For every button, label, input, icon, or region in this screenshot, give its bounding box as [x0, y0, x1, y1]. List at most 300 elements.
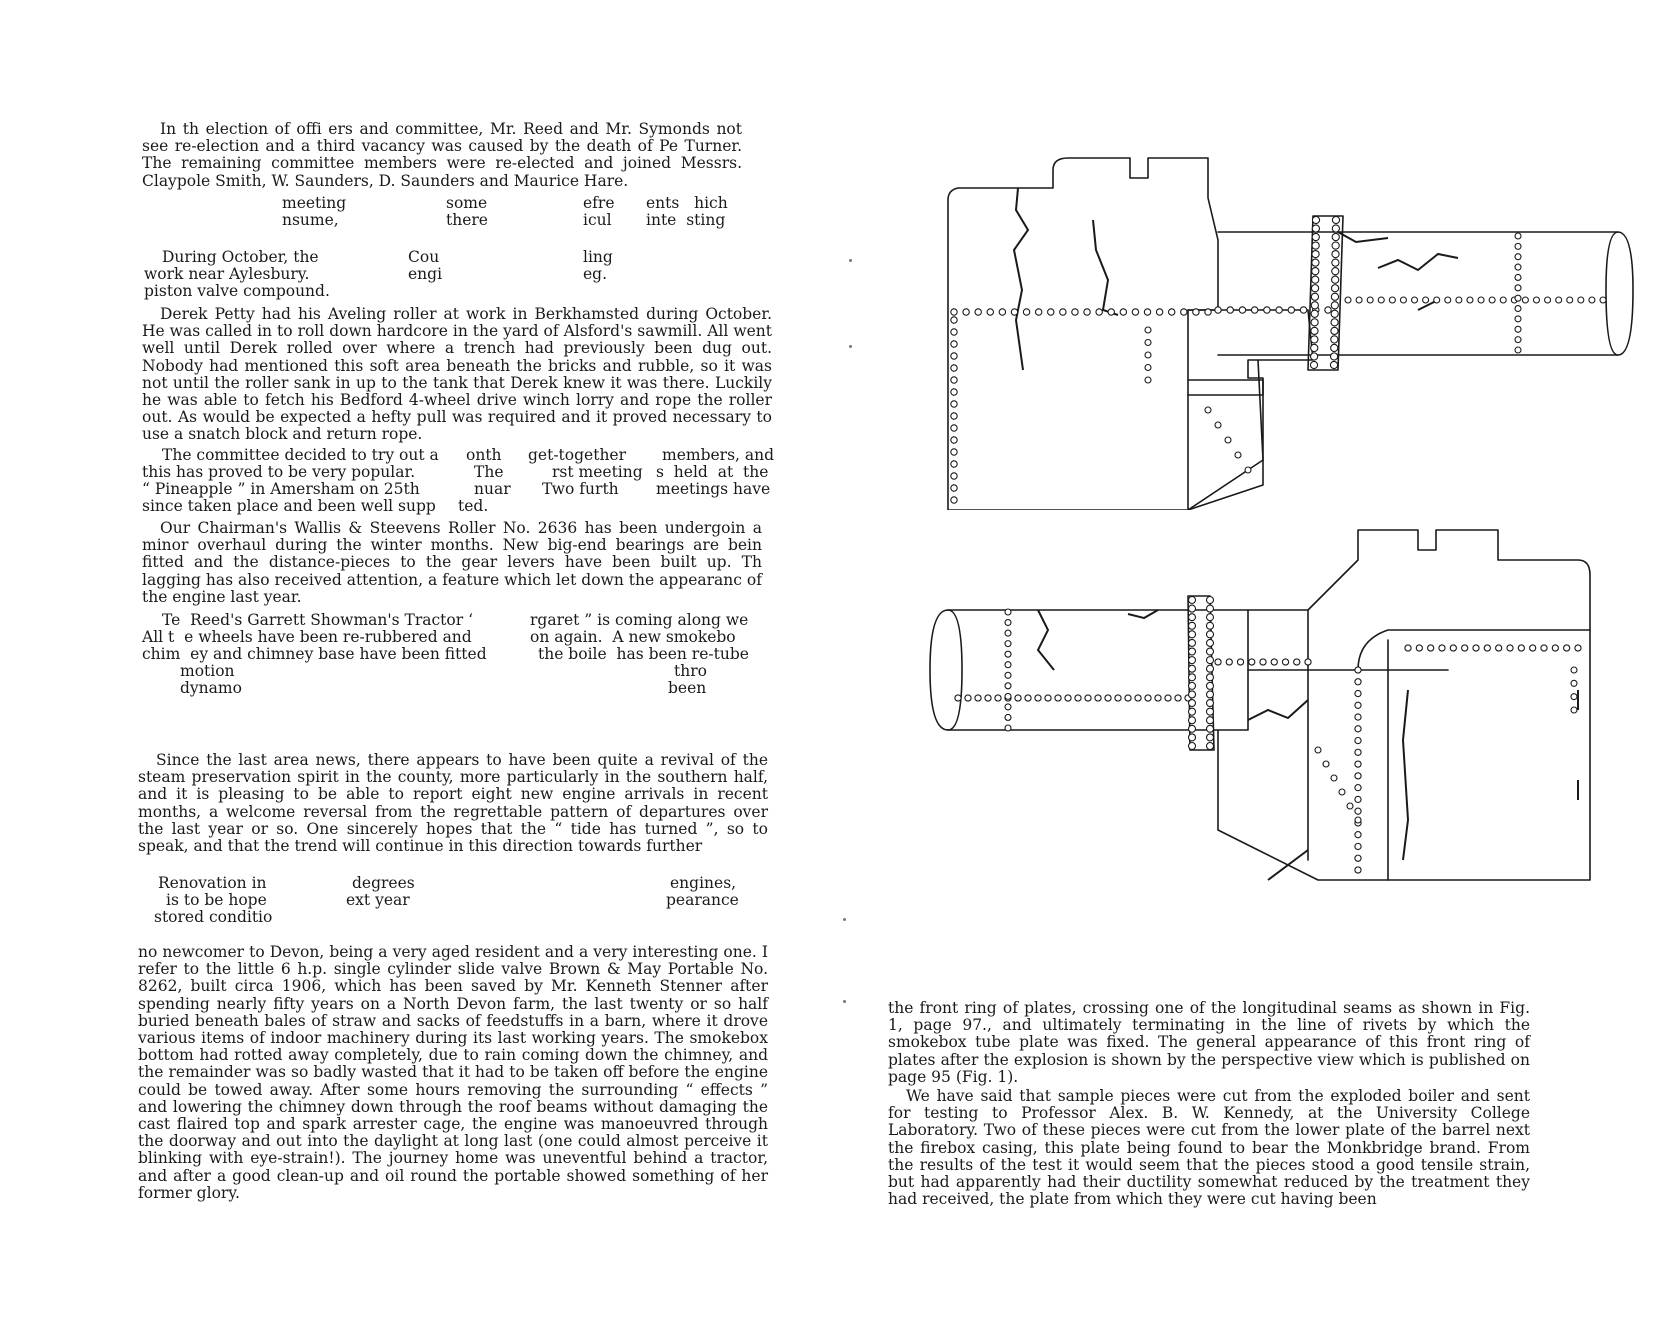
rivet: [1311, 310, 1318, 317]
rivet: [1189, 700, 1196, 707]
rivet: [951, 317, 957, 323]
rivet: [1235, 452, 1241, 458]
frag-line: Two furth: [542, 480, 619, 498]
rivet: [1541, 645, 1547, 651]
rivet: [951, 401, 957, 407]
frag-line: During October, the: [162, 248, 319, 266]
rivet: [1478, 297, 1484, 303]
rivet: [1189, 597, 1196, 604]
rivet: [1515, 306, 1521, 312]
rivet: [1575, 645, 1581, 651]
rivet: [1145, 352, 1151, 358]
rivet: [1311, 293, 1318, 300]
rivet: [951, 329, 957, 335]
rivet: [1005, 672, 1011, 678]
rivet: [1332, 276, 1339, 283]
frag-line: on again. A new smokebo: [530, 628, 736, 646]
rivet: [1005, 630, 1011, 636]
paragraph-county-revival: Since the last area news, there appears to have been quite a revival of the steam preservation spirit in the county, more particularly in the southern half, and it is pleasing to be able to report eight new engine arrivals in recent months, a welcome reversal from the regrettable pattern of departures over the last year or so. One sincerely hopes that the “ tide has turned ”, so to speak, and that the trend will continue in this direction towards further: [138, 751, 768, 856]
rivet: [1205, 309, 1211, 315]
rivet: [1105, 695, 1111, 701]
rivet: [1207, 605, 1214, 612]
rivet: [1332, 242, 1339, 249]
rivet: [1467, 297, 1473, 303]
frag-line: motion: [180, 662, 235, 680]
rivet: [1175, 695, 1181, 701]
rivet: [1300, 307, 1306, 313]
rivet: [1311, 302, 1318, 309]
frag-line: Renovation in: [158, 874, 267, 892]
rivet: [1155, 695, 1161, 701]
rivet: [1145, 365, 1151, 371]
rivet: [1207, 674, 1214, 681]
rivet: [1484, 645, 1490, 651]
rivet: [999, 309, 1005, 315]
frag-line: ted.: [458, 497, 489, 515]
rivet: [1237, 659, 1243, 665]
frag-line: stored conditio: [154, 908, 273, 926]
rivet: [1305, 659, 1311, 665]
rivet: [1189, 682, 1196, 689]
frag-line: “ Pineapple ” in Amersham on 25th: [142, 480, 420, 498]
rivet: [951, 413, 957, 419]
rivet: [1416, 645, 1422, 651]
frag-line: meeting: [282, 194, 347, 212]
rivet: [987, 309, 993, 315]
rivet: [1355, 702, 1361, 708]
frag-line: dynamo: [180, 679, 242, 697]
rivet: [1332, 225, 1339, 232]
rivet: [951, 425, 957, 431]
rivet: [1312, 225, 1319, 232]
rivet: [1125, 695, 1131, 701]
frag-line: is to be hope: [166, 891, 267, 909]
rivet: [1207, 639, 1214, 646]
frag-line: ext year: [346, 891, 410, 909]
rivet: [1145, 327, 1151, 333]
rivet: [1515, 295, 1521, 301]
rivet: [1355, 690, 1361, 696]
frag-line: degrees: [352, 874, 415, 892]
rivet: [1518, 645, 1524, 651]
frag-line: ents hich: [646, 194, 728, 212]
rivet: [1355, 761, 1361, 767]
rivet: [1355, 796, 1361, 802]
rivet: [1496, 645, 1502, 651]
frag-line: Te Reed's Garrett Showman's Tractor ‘: [162, 611, 473, 629]
rivet: [1331, 327, 1338, 334]
rivet: [1065, 695, 1071, 701]
rivet: [1282, 659, 1288, 665]
frag-line: piston valve compound.: [144, 282, 330, 300]
rivet: [1189, 631, 1196, 638]
rivet: [951, 473, 957, 479]
rivet: [951, 365, 957, 371]
rivet: [1356, 297, 1362, 303]
rivet: [1005, 641, 1011, 647]
rivet: [1294, 659, 1300, 665]
frag-line: pearance: [666, 891, 739, 909]
frag-line: rgaret ” is coming along we: [530, 611, 749, 629]
rivet: [1600, 297, 1606, 303]
boiler-drawing-lower: [888, 520, 1648, 900]
frag-line: nuar: [474, 480, 511, 498]
rivet: [1085, 695, 1091, 701]
rivet: [1072, 309, 1078, 315]
frag-line: All t e wheels have been re-rubbered and: [142, 628, 472, 646]
rivet: [1226, 659, 1232, 665]
paragraph-election: In th election of offi ers and committee, Mr. Reed and Mr. Symonds not see re-election and a third vacancy was caused by the death of Pe Turner. The remaining committee members were re-elected and joined Messrs. Claypole Smith, W. Saunders, D. Saunders and Maurice Hare.: [142, 120, 742, 190]
rivet: [1189, 708, 1196, 715]
rivet: [1355, 867, 1361, 873]
rivet: [951, 389, 957, 395]
frag-line: engi: [408, 265, 443, 283]
rivet: [1055, 695, 1061, 701]
rivet: [1145, 340, 1151, 346]
rivet: [1400, 297, 1406, 303]
frag-line: since taken place and been well supp: [142, 497, 436, 515]
frag-line: engines,: [670, 874, 737, 892]
rivet: [1500, 297, 1506, 303]
rivet: [1120, 309, 1126, 315]
rivet: [1345, 297, 1351, 303]
rivet: [1207, 665, 1214, 672]
rivet: [1005, 662, 1011, 668]
rivet: [951, 449, 957, 455]
frag-line: get-together: [528, 446, 627, 464]
frag-line: work near Aylesbury.: [144, 265, 310, 283]
rivet: [1355, 667, 1361, 673]
rivet: [1276, 307, 1282, 313]
rivet: [1005, 620, 1011, 626]
rivet: [1189, 725, 1196, 732]
rivet: [1332, 216, 1339, 223]
paragraph-front-ring: the front ring of plates, crossing one of the longitudinal seams as shown in Fig. 1, page 97., and ultimately terminating in the line of rivets by which the smokebox tube plate was fixed. The general appearance of this front ring of plates after the explosion is shown by the perspective view which is published on page 95 (Fig. 1).: [888, 999, 1530, 1086]
rivet: [1189, 614, 1196, 621]
rivet: [1193, 309, 1199, 315]
rivet: [1189, 743, 1196, 750]
frag-line: The committee decided to try out a: [162, 446, 439, 464]
rivet: [1207, 700, 1214, 707]
frag-line: onth: [466, 446, 502, 464]
rivet: [1005, 609, 1011, 615]
rivet: [1533, 297, 1539, 303]
rivet: [1489, 297, 1495, 303]
rivet: [951, 341, 957, 347]
frag-line: meetings have: [656, 480, 771, 498]
rivet: [1005, 693, 1011, 699]
rivet: [1515, 233, 1521, 239]
frag-line: some: [446, 194, 488, 212]
rivet: [1096, 309, 1102, 315]
rivet: [1515, 274, 1521, 280]
frag-line: s held at the: [656, 463, 769, 481]
rivet: [1207, 648, 1214, 655]
rivet: [1312, 233, 1319, 240]
rivet: [1462, 645, 1468, 651]
rivet: [1239, 307, 1245, 313]
rivet: [1330, 361, 1337, 368]
rivet: [1412, 297, 1418, 303]
rivet: [965, 695, 971, 701]
rivet: [1181, 309, 1187, 315]
rivet: [1331, 319, 1338, 326]
rivet: [1473, 645, 1479, 651]
paragraph-chairman-roller: Our Chairman's Wallis & Steevens Roller No. 2636 has been undergoin a minor overhaul during the winter months. New big-end bearings are bein fitted and the distance-pieces to the gear levers have been built up. Th lagging has also received attention, a feature which let down the appearanc of the engine last year.: [142, 519, 762, 606]
rivet: [1355, 785, 1361, 791]
rivet: [1355, 832, 1361, 838]
rivet: [1205, 407, 1211, 413]
rivet: [1207, 734, 1214, 741]
rivet: [1515, 326, 1521, 332]
rivet: [1215, 307, 1221, 313]
rivet: [1552, 645, 1558, 651]
rivet: [1515, 337, 1521, 343]
rivet: [1132, 309, 1138, 315]
rivet: [1507, 645, 1513, 651]
rivet: [1189, 605, 1196, 612]
rivet: [1515, 347, 1521, 353]
rivet: [1288, 307, 1294, 313]
rivet: [1355, 679, 1361, 685]
rivet: [1260, 659, 1266, 665]
rivet: [1312, 276, 1319, 283]
rivet: [1571, 667, 1577, 673]
rivet: [1332, 259, 1339, 266]
rivet: [951, 437, 957, 443]
rivet: [1571, 680, 1577, 686]
rivet: [1005, 704, 1011, 710]
rivet: [1215, 422, 1221, 428]
rivet: [1522, 297, 1528, 303]
rivet: [955, 695, 961, 701]
rivet: [1515, 264, 1521, 270]
rivet: [1311, 344, 1318, 351]
rivet: [1169, 309, 1175, 315]
rivet: [1450, 645, 1456, 651]
frag-line: nsume,: [282, 211, 339, 229]
rivet: [1215, 659, 1221, 665]
rivet: [1207, 614, 1214, 621]
rivet: [951, 353, 957, 359]
rivet: [1589, 297, 1595, 303]
rivet: [1189, 657, 1196, 664]
rivet: [1095, 695, 1101, 701]
rivet: [1355, 843, 1361, 849]
rivet: [1075, 695, 1081, 701]
rivet: [1311, 327, 1318, 334]
rivet: [1515, 316, 1521, 322]
rivet: [1331, 310, 1338, 317]
rivet: [1207, 622, 1214, 629]
rivet: [1355, 714, 1361, 720]
rivet: [1144, 309, 1150, 315]
rivet: [1434, 297, 1440, 303]
rivet: [1005, 683, 1011, 689]
rivet: [1189, 717, 1196, 724]
rivet: [1045, 695, 1051, 701]
rivet: [1189, 674, 1196, 681]
rivet: [1207, 691, 1214, 698]
rivet: [1189, 734, 1196, 741]
rivet: [1311, 336, 1318, 343]
rivet: [1189, 648, 1196, 655]
rivet: [1515, 285, 1521, 291]
rivet: [1084, 309, 1090, 315]
rivet: [1135, 695, 1141, 701]
rivet: [1571, 694, 1577, 700]
rivet: [1245, 467, 1251, 473]
rivet: [1545, 297, 1551, 303]
rivet: [1428, 645, 1434, 651]
rivet: [1108, 309, 1114, 315]
rivet: [1189, 622, 1196, 629]
rivet: [951, 485, 957, 491]
rivet: [1207, 743, 1214, 750]
paragraph-sample-pieces: We have said that sample pieces were cut from the exploded boiler and sent for testing to Professor Alex. B. W. Kennedy, at the University College Laboratory. Two of these pieces were cut from the lower plate of the barrel next the firebox casing, this plate being found to bear the Monkbridge brand. From the results of the test it would seem that the pieces stood a good tensile strain, but had apparently had their ductility somewhat reduced by the treatment they had received, the plate from which they were cut having been: [888, 1087, 1530, 1209]
rivet: [1312, 216, 1319, 223]
rivet: [1264, 307, 1270, 313]
rivet: [1355, 773, 1361, 779]
frag-line: chim ey and chimney base have been fitted: [142, 645, 487, 663]
rivet: [1015, 695, 1021, 701]
rivet: [1331, 336, 1338, 343]
rivet: [1456, 297, 1462, 303]
frag-line: The: [474, 463, 504, 481]
rivet: [1023, 309, 1029, 315]
rivet: [951, 461, 957, 467]
right-page: [828, 0, 1656, 1324]
frag-line: ling: [583, 248, 613, 266]
rivet: [975, 309, 981, 315]
rivet: [1564, 645, 1570, 651]
frag-line: this has proved to be very popular.: [142, 463, 416, 481]
rivet: [1011, 309, 1017, 315]
rivet: [1367, 297, 1373, 303]
rivet: [1060, 309, 1066, 315]
rivet: [1005, 651, 1011, 657]
frag-line: the boile has been re-tube: [538, 645, 749, 663]
rivet: [1325, 307, 1331, 313]
rivet: [1515, 243, 1521, 249]
rivet: [1311, 285, 1318, 292]
rivet: [1189, 665, 1196, 672]
rivet: [1207, 631, 1214, 638]
rivet: [1249, 659, 1255, 665]
rivet: [1207, 708, 1214, 715]
rivet: [1312, 268, 1319, 275]
rivet: [1355, 737, 1361, 743]
rivet: [1207, 717, 1214, 724]
rivet: [1048, 309, 1054, 315]
rivet: [1567, 297, 1573, 303]
rivet: [1355, 749, 1361, 755]
rivet: [951, 497, 957, 503]
rivet: [1312, 251, 1319, 258]
rivet: [1332, 251, 1339, 258]
rivet: [1331, 344, 1338, 351]
rivet: [1515, 254, 1521, 260]
rivet: [1312, 259, 1319, 266]
rivet: [1378, 297, 1384, 303]
rivet: [1115, 695, 1121, 701]
rivet: [1355, 726, 1361, 732]
rivet: [1530, 645, 1536, 651]
rivet: [1227, 307, 1233, 313]
rivet: [995, 695, 1001, 701]
rivet: [1145, 377, 1151, 383]
rivet: [1035, 695, 1041, 701]
rivet: [1035, 309, 1041, 315]
rivet: [1225, 437, 1231, 443]
frag-line: icul: [583, 211, 612, 229]
rivet: [1312, 242, 1319, 249]
rivet: [1005, 725, 1011, 731]
rivet: [963, 309, 969, 315]
rivet: [1311, 353, 1318, 360]
paragraph-devon-portable: no newcomer to Devon, being a very aged resident and a very interesting one. I refer to the little 6 h.p. single cylinder slide valve Brown & May Portable No. 8262, built circa 1906, which has been saved by Mr. Kenneth Stenner after spending nearly fifty years on a North Devon farm, the last twenty or so half buried beneath bales of straw and sacks of feedstuffs in a barn, where it drove various items of indoor machinery during its last working years. The smokebox bottom had rotted away completely, due to rain coming down the chimney, and the remainder was so badly wasted that it had to be taken off before the engine could be towed away. After some hours removing the surrounding “ effects ” and lowering the chimney down through the roof beams without damaging the cast flaired top and spark arrester cage, the engine was manoeuvred through the doorway and out into the daylight at long last (one could almost perceive it blinking with eye-strain!). The journey home was uneventful behind a tractor, and after a good clean-up and oil round the portable showed something of her former glory.: [138, 943, 768, 1202]
rivet: [1347, 803, 1353, 809]
rivet: [1339, 789, 1345, 795]
rivet: [1571, 707, 1577, 713]
rivet: [1332, 268, 1339, 275]
rivet: [1145, 695, 1151, 701]
rivet: [1156, 309, 1162, 315]
paragraph-derek-petty: Derek Petty had his Aveling roller at work in Berkhamsted during October. He was called in to roll down hardcore in the yard of Alsford's sawmill. All went well until Derek rolled over where a trench had previously been dug out. Nobody had mentioned this soft area beneath the bricks and rubble, so it was not until the roller sank in up to the tank that Derek knew it was there. Luckily he was able to fetch his Bedford 4-wheel drive winch lorry and rope the roller out. As would be expected a hefty pull was required and it proved necessary to use a snatch block and return rope.: [142, 305, 772, 444]
rivet: [1207, 657, 1214, 664]
rivet: [1331, 353, 1338, 360]
rivet: [975, 695, 981, 701]
rivet: [1355, 855, 1361, 861]
rivet: [1556, 297, 1562, 303]
rivet: [1405, 645, 1411, 651]
rivet: [1423, 297, 1429, 303]
frag-line: members, and: [662, 446, 775, 464]
rivet: [1331, 293, 1338, 300]
rivet: [1331, 302, 1338, 309]
rivet: [1311, 319, 1318, 326]
rivet: [1310, 361, 1317, 368]
frag-line: efre: [583, 194, 615, 212]
rivet: [951, 309, 957, 315]
rivet: [1355, 817, 1361, 823]
rivet: [1331, 285, 1338, 292]
rivet: [1355, 808, 1361, 814]
rivet: [1271, 659, 1277, 665]
frag-line: there: [446, 211, 488, 229]
rivet: [1189, 691, 1196, 698]
frag-line: eg.: [583, 265, 608, 283]
rivet: [1578, 297, 1584, 303]
rivet: [1315, 747, 1321, 753]
rivet: [1165, 695, 1171, 701]
rivet: [1025, 695, 1031, 701]
rivet: [1207, 597, 1214, 604]
boiler-drawing-upper: [918, 150, 1656, 510]
frag-line: Cou: [408, 248, 440, 266]
rivet: [1189, 639, 1196, 646]
rivet: [1005, 714, 1011, 720]
rivet: [985, 695, 991, 701]
rivet: [1439, 645, 1445, 651]
rivet: [1331, 775, 1337, 781]
rivet: [1207, 725, 1214, 732]
rivet: [1207, 682, 1214, 689]
rivet: [1323, 761, 1329, 767]
frag-line: been: [668, 679, 707, 697]
rivet: [1332, 233, 1339, 240]
rivet: [1445, 297, 1451, 303]
